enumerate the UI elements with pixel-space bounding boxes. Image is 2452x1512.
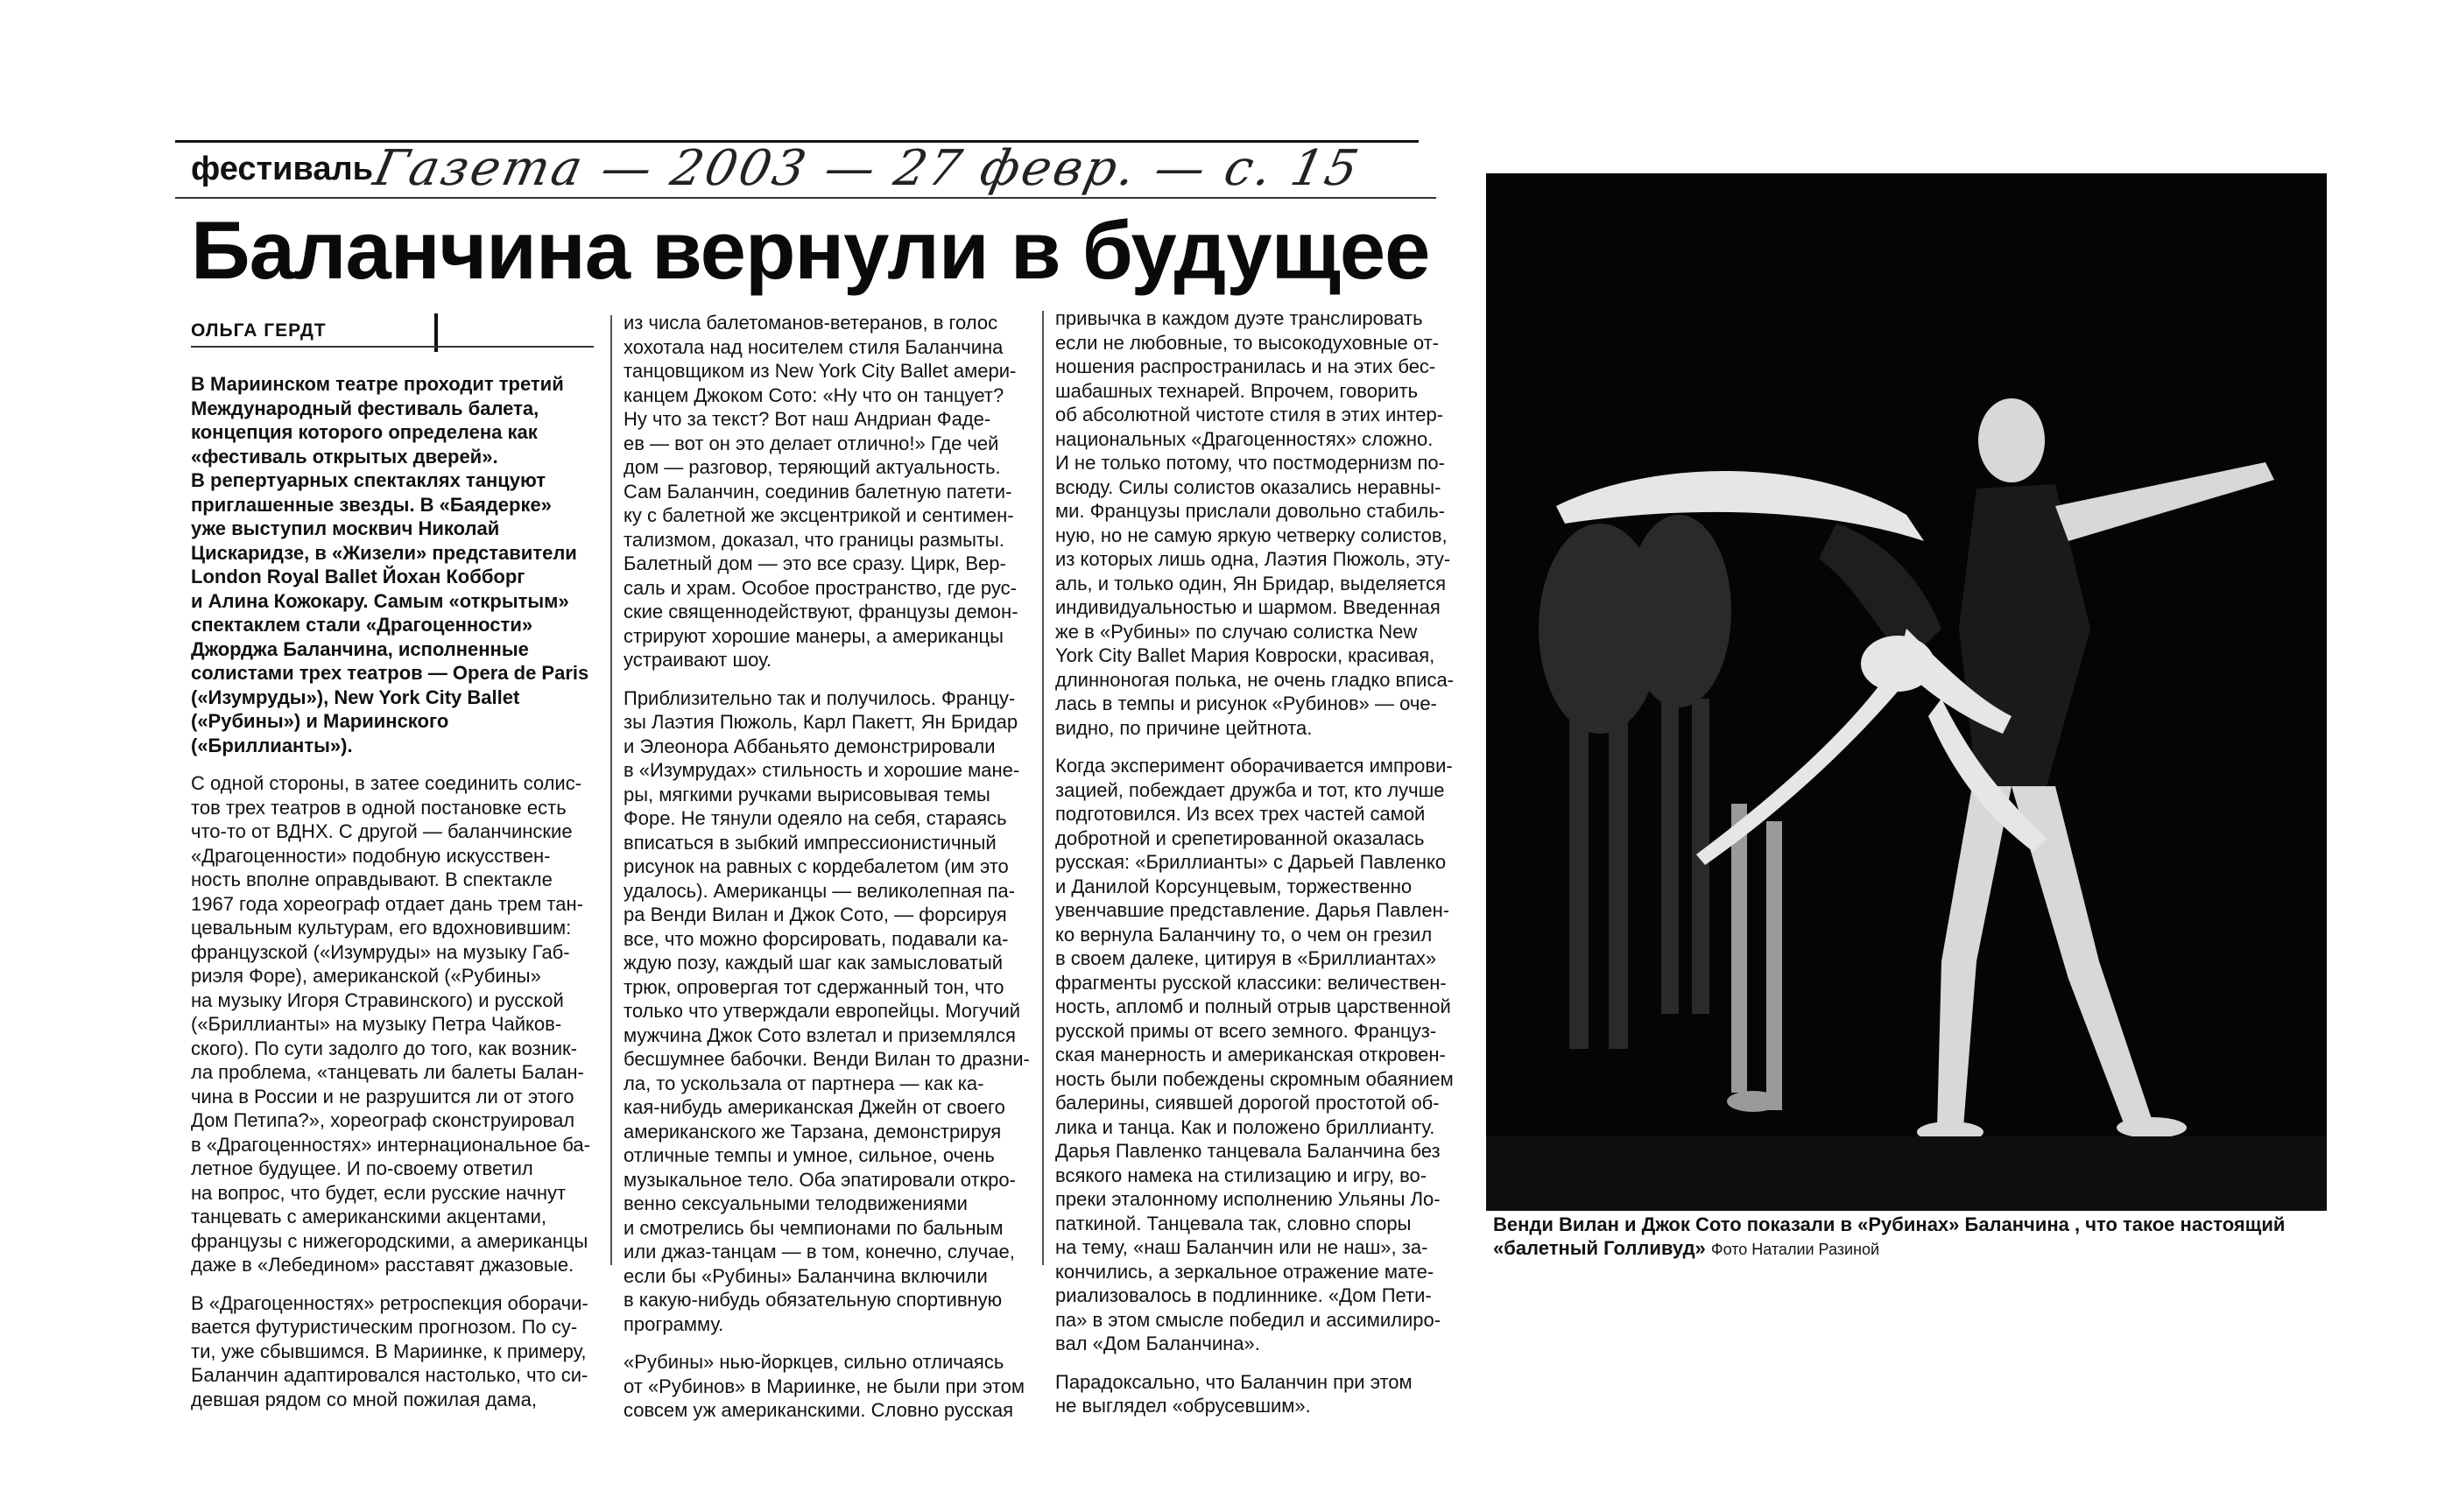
ballet-photo-icon bbox=[1486, 173, 2327, 1211]
byline-rule bbox=[191, 346, 594, 348]
photo-credit: Фото Наталии Разиной bbox=[1710, 1241, 1880, 1258]
article-headline: Баланчина вернули в будущее bbox=[191, 204, 1430, 296]
article-column-2 bbox=[624, 311, 1035, 1437]
handwritten-note: Газета — 2003 — 27 февр. — с. 15 bbox=[369, 140, 1366, 197]
column-divider bbox=[1042, 311, 1044, 1265]
paragraph: «Рубины» нью-йоркцев, сильно отличаясь от «Рубинов» в Мариинке, не были при этом совсем уж американскими. Словно русская bbox=[624, 1351, 1025, 1421]
photo-caption bbox=[1493, 1213, 2334, 1262]
lead-paragraph: В Мариинском театре проходит третий Международный фестиваль балета, концепция которого определена как «фестиваль открытых дверей». В репертуарных спектаклях танцуют приглашенные звезды. В «Баядерке» уже выступил москвич Николай Цискаридзе, в «Жизели» представители London Royal Ballet Йохан Кобборг и Алина Кожокару. Самым «открытым» спектаклем стали «Драгоценности» Джорджа Баланчина, исполненные солистами трех театров — Opera de Paris («Изумруды»), New York City Ballet («Рубины») и Мариинского («Бриллианты»). bbox=[191, 373, 589, 756]
header-bottom-rule bbox=[175, 197, 1436, 199]
paragraph: Парадоксально, что Баланчин при этом не выглядел «обрусевшим». bbox=[1055, 1370, 1413, 1417]
paragraph: из числа балетоманов-ветеранов, в голос хохотала над носителем стиля Баланчина танцовщиком из New York City Ballet амери- канцем Джоком Сото: «Ну что он танцует? Ну что за текст? Вот наш Андриан Фаде- ев — вот он это делает отлично!» Где чей дом — разговор, теряющий актуальность. Сам Баланчин, соединив балетную патети- ку с балетной же эксцентрикой и сентимен- тализмом, доказал, что границы размыты. Балетный дом — это все сразу. Цирк, Вер- саль и храм. Особое пространство, где рус- ские священнодействуют, французы демон- стрируют хорошие манеры, а американцы устраивают шоу. bbox=[624, 312, 1018, 671]
article-column-1 bbox=[191, 372, 602, 1425]
paragraph: С одной стороны, в затее соединить солис- тов трех театров в одной постановке есть что-то от ВДНХ. С другой — баланчинские «Драгоценности» подобную искусствен- ность вполне оправдывают. В спектакле 1967 года хореограф отдает дань трем тан- цевальным культурам, его вдохновившим: французской («Изумруды» на музыку Габ- риэля Форе), американской («Рубины» на музыку Игоря Стравинского) и русской («Бриллианты» на музыку Петра Чайков- ского). По сути задолго до того, как возник- ла проблема, «танцевать ли балеты Балан- чина в России и не разрушится ли от этого Дом Петипа?», хореограф сконструировал в «Драгоценностях» интернациональное ба- летное будущее. И по-своему ответил на вопрос, что будет, если русские начнут танцевать с американскими акцентами, французы с нижегородскими, а американцы даже в «Лебедином» расставят джазовые. bbox=[191, 772, 590, 1276]
paragraph: Когда эксперимент оборачивается импрови- зацией, побеждает дружба и тот, кто лучше подготовился. Из всех трех частей самой добротной и срепетированной оказалась русская: «Бриллианты» с Дарьей Павленко и Данилой Корсунцевым, торжественно увенчавшие представление. Дарья Павлен- ко вернула Баланчину то, о чем он грезил в своем далеке, цитируя в «Бриллиантах» фрагменты русской классики: величествен- ность, апломб и полный отрыв царственной русской примы от всего земного. Француз- ская манерность и американская откровен- ность были побеждены скромным обаянием балерины, сиявшей дорогой простотой об- лика и танца. Как и положено бриллианту. Дарья Павленко танцевала Баланчина без всякого намека на стилизацию и игру, во- преки эталонному исполнению Ульяны Ло- паткиной. Танцевала так, словно споры на тему, «наш Баланчин или не наш», за- кончились, а зеркальное отражение мате- риализовалось в подлиннике. «Дом Пети- па» в этом смысле победил и ассимилиро- вал «Дом Баланчина». bbox=[1055, 755, 1454, 1354]
paragraph: Приблизительно так и получилось. Францу- зы Лаэтия Пюжоль, Карл Пакетт, Ян Бридар и Элеонора Аббаньято демонстрировали в «Изумрудах» стильность и хорошие мане- ры, мягкими ручками вырисовывая темы Форе. Не тянули одеяло на себя, стараясь вписаться в зыбкий импрессионистичный рисунок на равных с кордебалетом (им это удалось). Американцы — великолепная па- ра Венди Вилан и Джок Сото, — форсируя все, что можно форсировать, подавали ка- ждую позу, каждый шаг как замысловатый трюк, опровергая тот сдержанный тон, что только что утверждали европейцы. Могучий мужчина Джок Сото взлетал и приземлялся бесшумнее бабочки. Венди Вилан то дразни- ла, то ускользала от партнера — как ка- кая-нибудь американская Джейн от своего американского же Тарзана, демонстрируя отличные темпы и умное, сильное, очень музыкальное тело. Оба эпатировали откро- венно сексуальными телодвижениями и смотрелись бы чемпионами по бальным или джаз-танцам — в том, конечно, случае, если бы «Рубины» Баланчина включили в какую-нибудь обязательную спортивную программу. bbox=[624, 686, 1030, 1335]
ballet-photo bbox=[1486, 173, 2327, 1211]
caption-text: Венди Вилан и Джок Сото показали в «Рубинах» Баланчина , что такое настоящий «балетный Голливуд» bbox=[1493, 1213, 2286, 1259]
article-column-3 bbox=[1055, 306, 1467, 1432]
section-rubric: фестиваль bbox=[191, 151, 373, 187]
paragraph: привычка в каждом дуэте транслировать если не любовные, то высокодуховные от- ношения распространилась и на этих бес- шабашных технарей. Впрочем, говорить об абсолютной чистоте стиля в этих интер- национальных «Драгоценностях» сложно. И не только потому, что постмодернизм по- всюду. Силы солистов оказались неравны- ми. Французы прислали довольно стабиль- ную, но не самую яркую четверку солистов, из которых лишь одна, Лаэтия Пюжоль, эту- аль, и только один, Ян Бридар, выделяется индивидуальностью и шармом. Введенная же в «Рубины» по случаю солистка New York City Ballet Мария Ковроски, красивая, длинноногая полька, не очень гладко вписа- лась в темпы и рисунок «Рубинов» — оче- видно, по причине цейтнота. bbox=[1055, 307, 1455, 739]
column-divider bbox=[610, 315, 612, 1265]
byline: ОЛЬГА ГЕРДТ bbox=[191, 320, 327, 341]
paragraph: В «Драгоценностях» ретроспекция оборачи- вается футуристическим прогнозом. По су- ти, уже сбывшимся. В Мариинке, к примеру, Баланчин адаптировался настолько, что си- девшая рядом со мной пожилая дама, bbox=[191, 1291, 588, 1410]
